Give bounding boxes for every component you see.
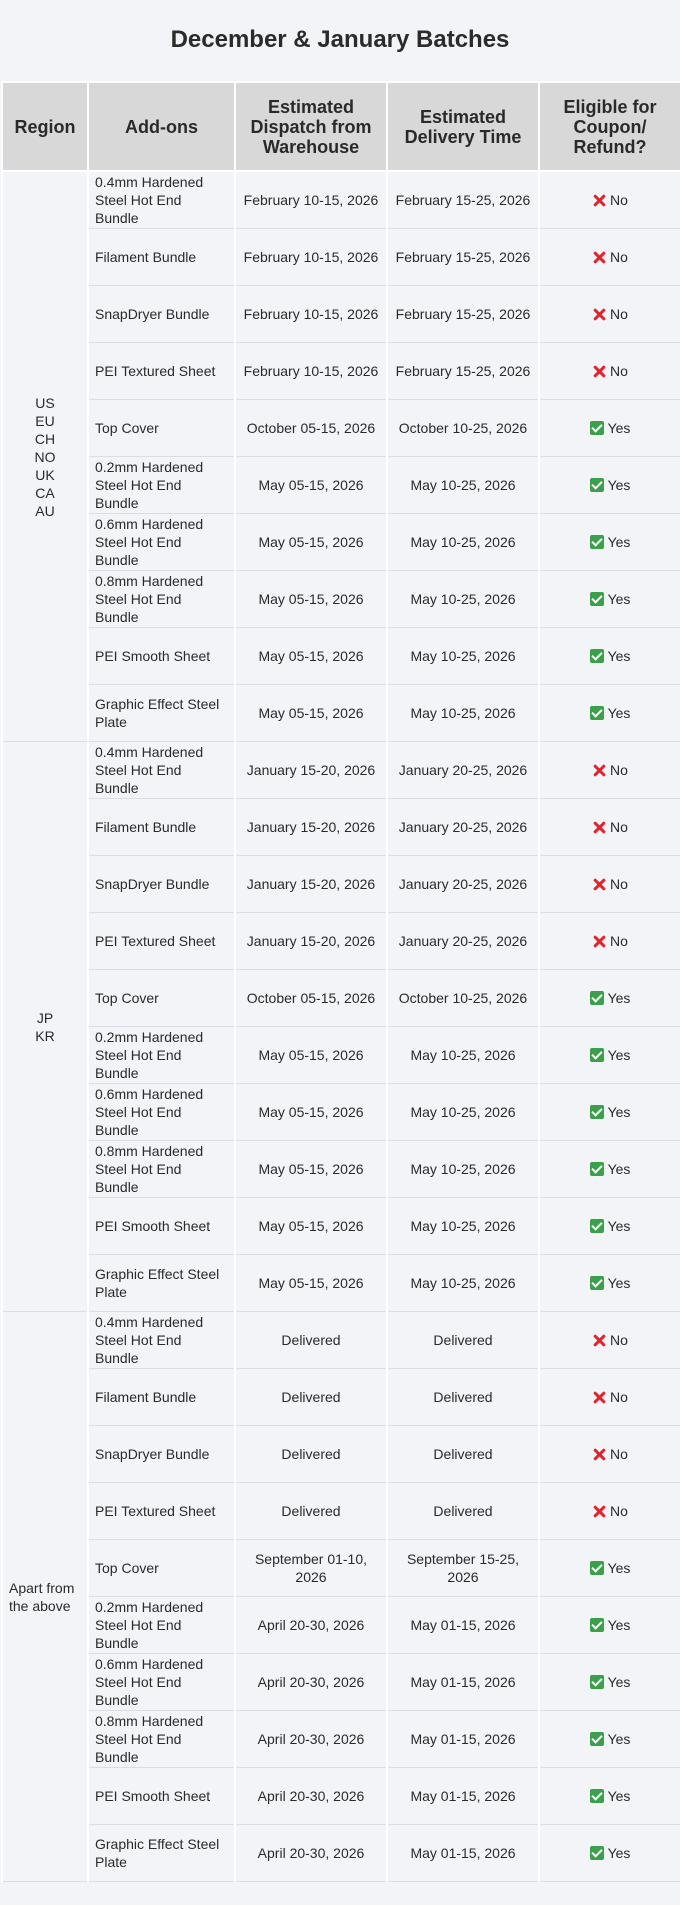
delivery-cell: Delivered	[387, 1312, 539, 1369]
eligible-cell	[539, 514, 680, 571]
addon-cell: Graphic Effect Steel Plate	[88, 1825, 235, 1882]
table-row	[2, 1312, 680, 1369]
dispatch-cell: April 20-30, 2026	[235, 1825, 387, 1882]
dispatch-cell: February 10-15, 2026	[235, 229, 387, 286]
table-row	[2, 970, 680, 1027]
eligible-label: No	[610, 762, 628, 778]
dispatch-cell: April 20-30, 2026	[235, 1768, 387, 1825]
check-icon	[590, 421, 604, 435]
eligible-label: Yes	[607, 1104, 631, 1120]
eligible-cell	[539, 1198, 680, 1255]
cross-icon	[592, 307, 606, 321]
page-title: December & January Batches	[170, 26, 510, 53]
eligible-cell	[539, 1483, 680, 1540]
delivery-cell: October 10-25, 2026	[387, 970, 539, 1027]
addon-cell: PEI Smooth Sheet	[88, 1198, 235, 1255]
cross-icon	[592, 250, 606, 264]
eligible-label: Yes	[607, 1617, 631, 1633]
addon-cell: PEI Smooth Sheet	[88, 1768, 235, 1825]
dispatch-cell: Delivered	[235, 1312, 387, 1369]
eligible-label: Yes	[607, 705, 631, 721]
dispatch-cell: May 05-15, 2026	[235, 457, 387, 514]
cross-icon	[592, 1333, 606, 1347]
dispatch-cell: October 05-15, 2026	[235, 970, 387, 1027]
check-icon	[590, 1561, 604, 1575]
eligible-label: Yes	[607, 1161, 631, 1177]
eligible-label: No	[610, 192, 628, 208]
check-icon	[590, 1789, 604, 1803]
region-cell	[2, 742, 88, 1312]
eligible-cell	[539, 1255, 680, 1312]
delivery-cell: February 15-25, 2026	[387, 286, 539, 343]
dispatch-cell: October 05-15, 2026	[235, 400, 387, 457]
dispatch-cell: May 05-15, 2026	[235, 1255, 387, 1312]
table-row	[2, 1141, 680, 1198]
addon-cell: Graphic Effect Steel Plate	[88, 685, 235, 742]
dispatch-cell: May 05-15, 2026	[235, 1141, 387, 1198]
dispatch-cell: May 05-15, 2026	[235, 571, 387, 628]
eligible-cell	[539, 1312, 680, 1369]
dispatch-cell: April 20-30, 2026	[235, 1711, 387, 1768]
eligible-cell	[539, 913, 680, 970]
eligible-label: Yes	[607, 1047, 631, 1063]
delivery-cell: February 15-25, 2026	[387, 229, 539, 286]
delivery-cell: May 01-15, 2026	[387, 1654, 539, 1711]
region-name: US	[35, 394, 55, 411]
dispatch-cell: May 05-15, 2026	[235, 1027, 387, 1084]
delivery-cell: May 10-25, 2026	[387, 1084, 539, 1141]
check-icon	[590, 1162, 604, 1176]
column-header-region: Region	[2, 82, 88, 171]
dispatch-cell: April 20-30, 2026	[235, 1654, 387, 1711]
cross-icon	[592, 193, 606, 207]
addon-cell: SnapDryer Bundle	[88, 1426, 235, 1483]
eligible-label: No	[610, 1332, 628, 1348]
eligible-label: No	[610, 933, 628, 949]
table-row	[2, 913, 680, 970]
table-row	[2, 1825, 680, 1882]
dispatch-cell: Delivered	[235, 1426, 387, 1483]
dispatch-cell: May 05-15, 2026	[235, 514, 387, 571]
check-icon	[590, 1618, 604, 1632]
cross-icon	[592, 364, 606, 378]
check-icon	[590, 649, 604, 663]
table-row	[2, 799, 680, 856]
check-icon	[590, 1732, 604, 1746]
region-name: CH	[34, 430, 56, 447]
table-row	[2, 571, 680, 628]
eligible-cell	[539, 1711, 680, 1768]
table-row	[2, 514, 680, 571]
delivery-cell: September 15-25, 2026	[387, 1540, 539, 1597]
eligible-cell	[539, 970, 680, 1027]
eligible-label: Yes	[607, 534, 631, 550]
check-icon	[590, 1675, 604, 1689]
batches-table	[1, 81, 680, 1882]
table-row	[2, 1027, 680, 1084]
delivery-cell: May 10-25, 2026	[387, 1198, 539, 1255]
delivery-cell: May 10-25, 2026	[387, 1255, 539, 1312]
addon-cell: 0.6mm Hardened Steel Hot End Bundle	[88, 514, 235, 571]
eligible-label: No	[610, 876, 628, 892]
eligible-label: No	[610, 1503, 628, 1519]
delivery-cell: January 20-25, 2026	[387, 742, 539, 799]
table-row	[2, 229, 680, 286]
cross-icon	[592, 820, 606, 834]
check-icon	[590, 535, 604, 549]
addon-cell: 0.2mm Hardened Steel Hot End Bundle	[88, 1027, 235, 1084]
region-name: KR	[35, 1027, 55, 1044]
region-name: AU	[35, 502, 55, 519]
table-body	[2, 171, 680, 1882]
table-row	[2, 1255, 680, 1312]
region-cell	[2, 1312, 88, 1882]
delivery-cell: October 10-25, 2026	[387, 400, 539, 457]
eligible-cell	[539, 685, 680, 742]
table-row	[2, 1597, 680, 1654]
eligible-cell	[539, 343, 680, 400]
region-name: NO	[34, 448, 56, 465]
delivery-cell: May 10-25, 2026	[387, 457, 539, 514]
addon-cell: 0.8mm Hardened Steel Hot End Bundle	[88, 571, 235, 628]
check-icon	[590, 1048, 604, 1062]
cross-icon	[592, 763, 606, 777]
delivery-cell: May 01-15, 2026	[387, 1711, 539, 1768]
eligible-cell	[539, 799, 680, 856]
table-row	[2, 286, 680, 343]
eligible-label: No	[610, 249, 628, 265]
addon-cell: Filament Bundle	[88, 1369, 235, 1426]
addon-cell: Top Cover	[88, 1540, 235, 1597]
addon-cell: 0.8mm Hardened Steel Hot End Bundle	[88, 1711, 235, 1768]
addon-cell: SnapDryer Bundle	[88, 856, 235, 913]
eligible-cell	[539, 1084, 680, 1141]
column-header-delivery: Estimated Delivery Time	[387, 82, 539, 171]
delivery-cell: May 10-25, 2026	[387, 628, 539, 685]
eligible-label: No	[610, 363, 628, 379]
addon-cell: PEI Textured Sheet	[88, 343, 235, 400]
table-row	[2, 343, 680, 400]
dispatch-cell: May 05-15, 2026	[235, 1198, 387, 1255]
region-cell	[2, 171, 88, 742]
delivery-cell: Delivered	[387, 1426, 539, 1483]
delivery-cell: January 20-25, 2026	[387, 856, 539, 913]
delivery-cell: May 01-15, 2026	[387, 1597, 539, 1654]
check-icon	[590, 991, 604, 1005]
eligible-label: Yes	[607, 1560, 631, 1576]
dispatch-cell: May 05-15, 2026	[235, 628, 387, 685]
eligible-cell	[539, 628, 680, 685]
table-row	[2, 1426, 680, 1483]
table-row	[2, 1654, 680, 1711]
check-icon	[590, 1219, 604, 1233]
addon-cell: 0.2mm Hardened Steel Hot End Bundle	[88, 457, 235, 514]
dispatch-cell: May 05-15, 2026	[235, 685, 387, 742]
eligible-label: No	[610, 306, 628, 322]
column-header-eligible: Eligible for Coupon/ Refund?	[539, 82, 680, 171]
table-row	[2, 1084, 680, 1141]
addon-cell: 0.4mm Hardened Steel Hot End Bundle	[88, 1312, 235, 1369]
delivery-cell: May 01-15, 2026	[387, 1768, 539, 1825]
eligible-label: Yes	[607, 1788, 631, 1804]
addon-cell: Top Cover	[88, 970, 235, 1027]
eligible-label: No	[610, 1389, 628, 1405]
dispatch-cell: May 05-15, 2026	[235, 1084, 387, 1141]
check-icon	[590, 1105, 604, 1119]
eligible-cell	[539, 1825, 680, 1882]
addon-cell: 0.6mm Hardened Steel Hot End Bundle	[88, 1084, 235, 1141]
dispatch-cell: January 15-20, 2026	[235, 913, 387, 970]
delivery-cell: February 15-25, 2026	[387, 171, 539, 229]
dispatch-cell: April 20-30, 2026	[235, 1597, 387, 1654]
dispatch-cell: January 15-20, 2026	[235, 856, 387, 913]
addon-cell: PEI Textured Sheet	[88, 1483, 235, 1540]
table-row	[2, 1483, 680, 1540]
region-name: UK	[35, 466, 55, 483]
delivery-cell: Delivered	[387, 1483, 539, 1540]
delivery-cell: May 10-25, 2026	[387, 1027, 539, 1084]
addon-cell: 0.6mm Hardened Steel Hot End Bundle	[88, 1654, 235, 1711]
table-row	[2, 171, 680, 229]
table-row	[2, 457, 680, 514]
table-header-row	[2, 82, 680, 171]
eligible-label: No	[610, 819, 628, 835]
dispatch-cell: February 10-15, 2026	[235, 286, 387, 343]
eligible-label: Yes	[607, 1731, 631, 1747]
addon-cell: 0.4mm Hardened Steel Hot End Bundle	[88, 742, 235, 799]
eligible-label: Yes	[607, 591, 631, 607]
table-row	[2, 685, 680, 742]
eligible-label: Yes	[607, 1218, 631, 1234]
eligible-label: Yes	[607, 1845, 631, 1861]
eligible-cell	[539, 1369, 680, 1426]
table-row	[2, 856, 680, 913]
delivery-cell: February 15-25, 2026	[387, 343, 539, 400]
addon-cell: SnapDryer Bundle	[88, 286, 235, 343]
addon-cell: Filament Bundle	[88, 799, 235, 856]
column-header-addons: Add-ons	[88, 82, 235, 171]
dispatch-cell: September 01-10, 2026	[235, 1540, 387, 1597]
cross-icon	[592, 934, 606, 948]
cross-icon	[592, 1390, 606, 1404]
eligible-cell	[539, 571, 680, 628]
eligible-cell	[539, 742, 680, 799]
dispatch-cell: January 15-20, 2026	[235, 799, 387, 856]
eligible-label: Yes	[607, 1275, 631, 1291]
table-row	[2, 1768, 680, 1825]
eligible-cell	[539, 171, 680, 229]
eligible-cell	[539, 856, 680, 913]
delivery-cell: May 10-25, 2026	[387, 514, 539, 571]
delivery-cell: May 01-15, 2026	[387, 1825, 539, 1882]
addon-cell: 0.4mm Hardened Steel Hot End Bundle	[88, 171, 235, 229]
table-row	[2, 1369, 680, 1426]
dispatch-cell: Delivered	[235, 1369, 387, 1426]
cross-icon	[592, 877, 606, 891]
check-icon	[590, 706, 604, 720]
addon-cell: 0.2mm Hardened Steel Hot End Bundle	[88, 1597, 235, 1654]
region-name: JP	[36, 1009, 54, 1026]
eligible-cell	[539, 1141, 680, 1198]
check-icon	[590, 478, 604, 492]
eligible-cell	[539, 400, 680, 457]
dispatch-cell: Delivered	[235, 1483, 387, 1540]
addon-cell: 0.8mm Hardened Steel Hot End Bundle	[88, 1141, 235, 1198]
table-row	[2, 1540, 680, 1597]
cross-icon	[592, 1504, 606, 1518]
addon-cell: PEI Smooth Sheet	[88, 628, 235, 685]
delivery-cell: Delivered	[387, 1369, 539, 1426]
table-row	[2, 742, 680, 799]
delivery-cell: May 10-25, 2026	[387, 1141, 539, 1198]
addon-cell: PEI Textured Sheet	[88, 913, 235, 970]
addon-cell: Filament Bundle	[88, 229, 235, 286]
delivery-cell: May 10-25, 2026	[387, 685, 539, 742]
delivery-cell: January 20-25, 2026	[387, 913, 539, 970]
check-icon	[590, 1846, 604, 1860]
eligible-label: Yes	[607, 1674, 631, 1690]
region-name: Apart from the above	[9, 1579, 75, 1614]
dispatch-cell: February 10-15, 2026	[235, 171, 387, 229]
cross-icon	[592, 1447, 606, 1461]
eligible-cell	[539, 1540, 680, 1597]
dispatch-cell: January 15-20, 2026	[235, 742, 387, 799]
eligible-cell	[539, 286, 680, 343]
eligible-cell	[539, 1027, 680, 1084]
addon-cell: Graphic Effect Steel Plate	[88, 1255, 235, 1312]
eligible-cell	[539, 1654, 680, 1711]
eligible-cell	[539, 229, 680, 286]
region-name: CA	[35, 484, 55, 501]
eligible-label: Yes	[607, 477, 631, 493]
eligible-cell	[539, 457, 680, 514]
column-header-dispatch: Estimated Dispatch from Warehouse	[235, 82, 387, 171]
dispatch-cell: February 10-15, 2026	[235, 343, 387, 400]
eligible-label: Yes	[607, 648, 631, 664]
eligible-label: Yes	[607, 420, 631, 436]
eligible-cell	[539, 1426, 680, 1483]
check-icon	[590, 1276, 604, 1290]
eligible-label: No	[610, 1446, 628, 1462]
addon-cell: Top Cover	[88, 400, 235, 457]
delivery-cell: January 20-25, 2026	[387, 799, 539, 856]
eligible-cell	[539, 1597, 680, 1654]
delivery-cell: May 10-25, 2026	[387, 571, 539, 628]
eligible-label: Yes	[607, 990, 631, 1006]
table-row	[2, 400, 680, 457]
region-name: EU	[35, 412, 55, 429]
table-row	[2, 1198, 680, 1255]
table-row	[2, 1711, 680, 1768]
table-row	[2, 628, 680, 685]
check-icon	[590, 592, 604, 606]
eligible-cell	[539, 1768, 680, 1825]
